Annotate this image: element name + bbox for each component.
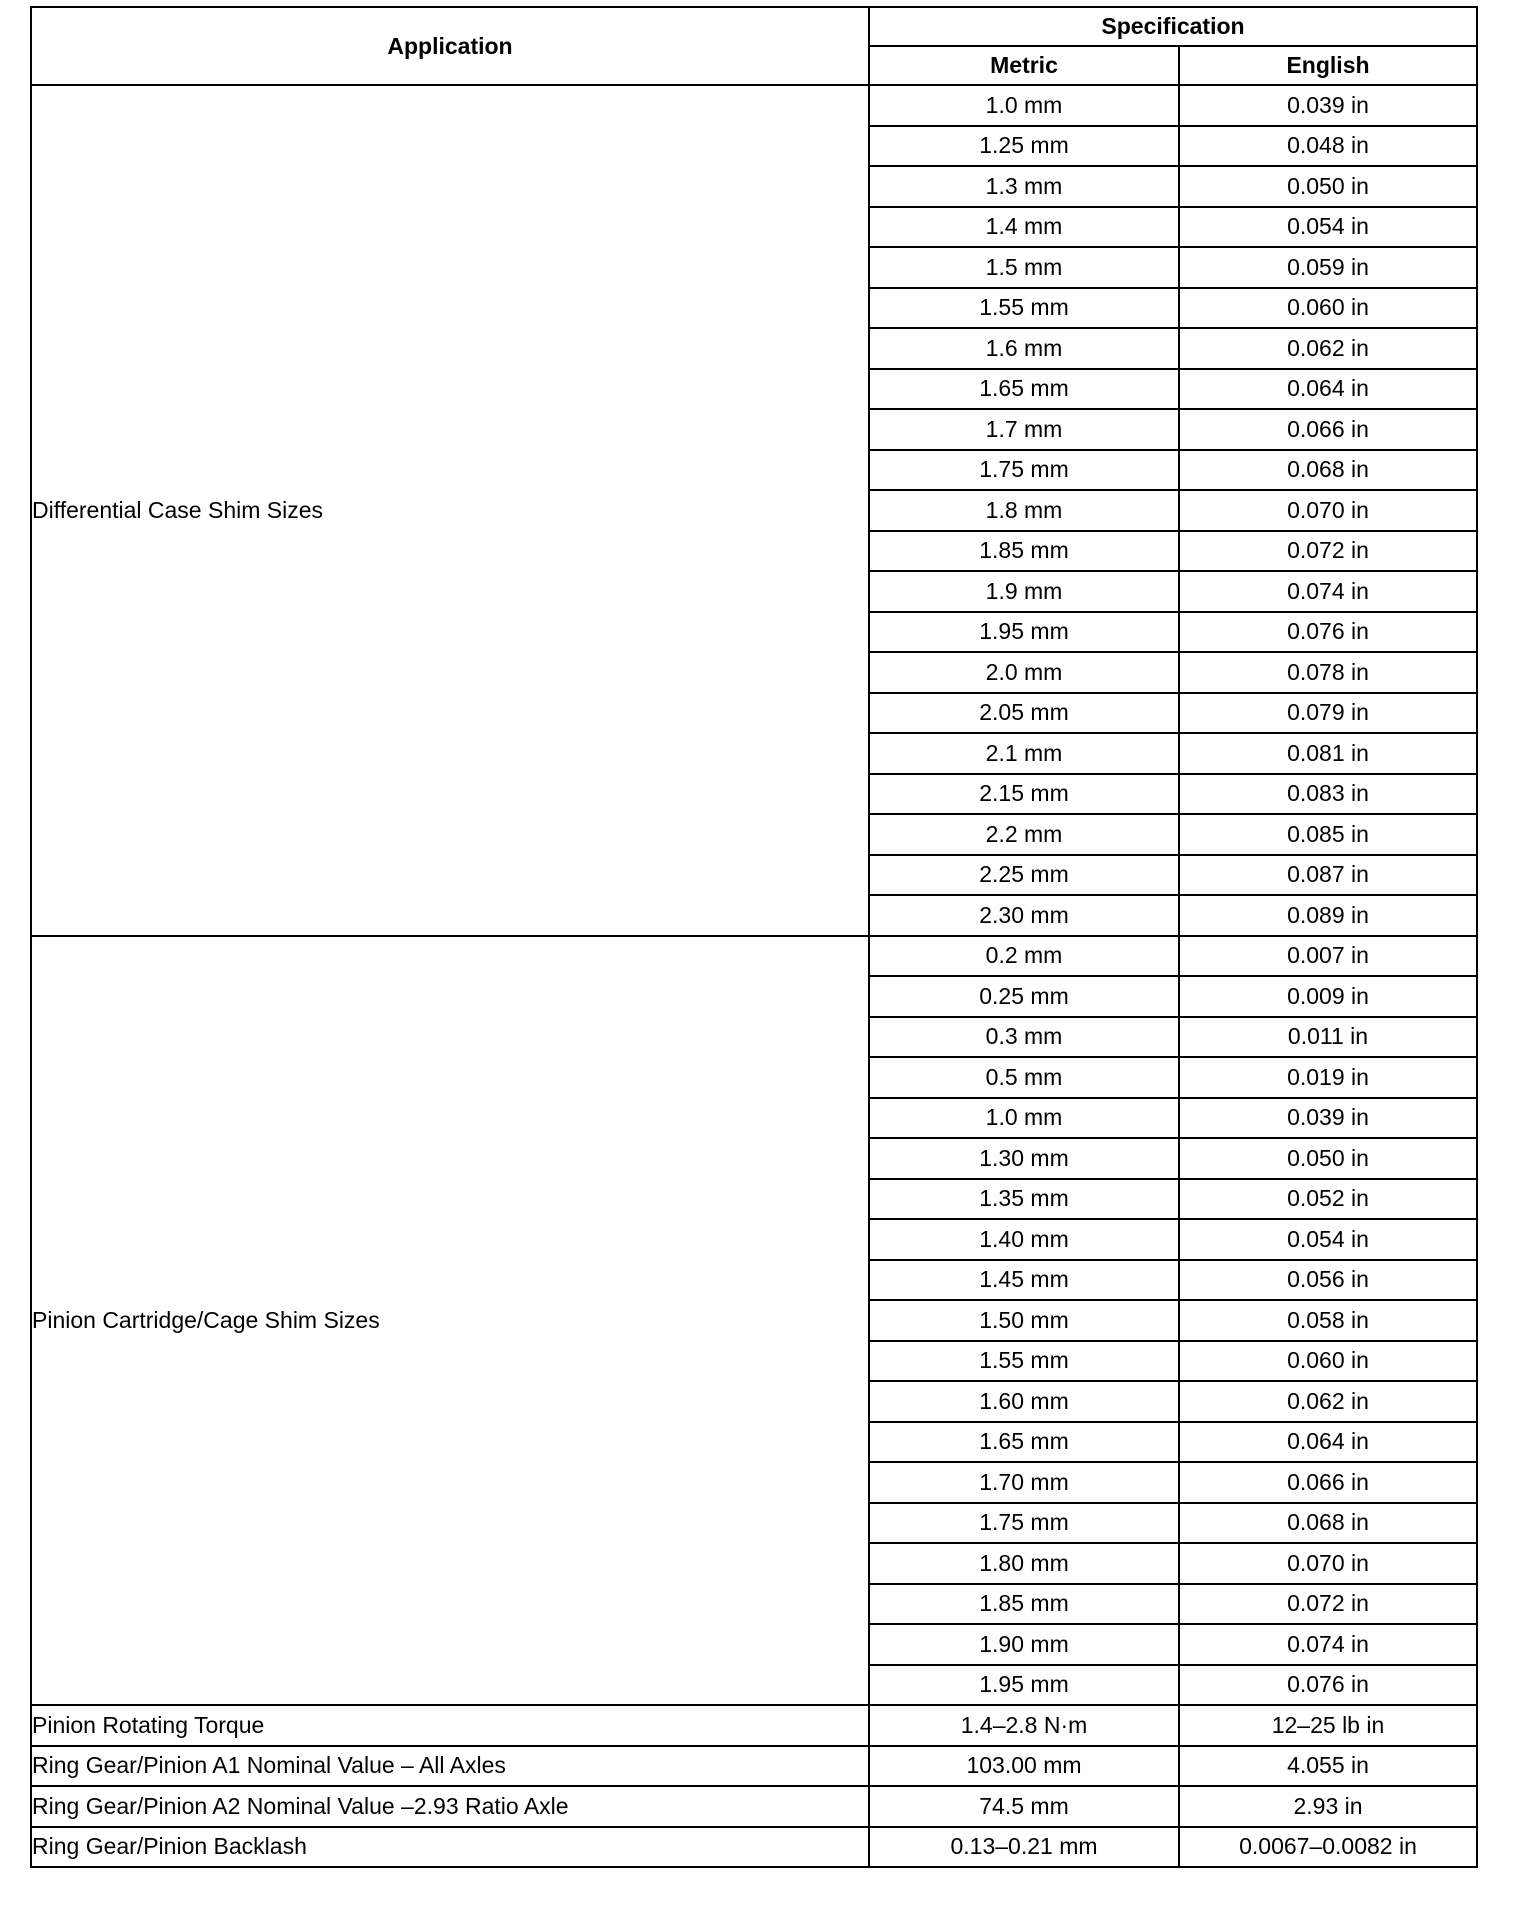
application-cell: Ring Gear/Pinion Backlash: [31, 1827, 869, 1868]
english-cell: 12–25 lb in: [1179, 1705, 1477, 1746]
english-cell: 0.068 in: [1179, 1503, 1477, 1544]
english-cell: 0.039 in: [1179, 1098, 1477, 1139]
spec-page: [30, 6, 1476, 1868]
metric-cell: 1.80 mm: [869, 1543, 1179, 1584]
metric-cell: 2.2 mm: [869, 814, 1179, 855]
metric-cell: 1.25 mm: [869, 126, 1179, 167]
english-cell: 0.064 in: [1179, 369, 1477, 410]
english-cell: 0.011 in: [1179, 1017, 1477, 1058]
metric-cell: 1.0 mm: [869, 85, 1179, 126]
metric-cell: 2.1 mm: [869, 733, 1179, 774]
english-cell: 0.060 in: [1179, 1341, 1477, 1382]
metric-cell: 1.50 mm: [869, 1300, 1179, 1341]
metric-cell: 1.4 mm: [869, 207, 1179, 248]
english-cell: 2.93 in: [1179, 1786, 1477, 1827]
metric-cell: 1.30 mm: [869, 1138, 1179, 1179]
metric-cell: 1.8 mm: [869, 490, 1179, 531]
table-row: [31, 85, 1477, 126]
application-column-header: Application: [31, 7, 869, 85]
english-cell: 0.078 in: [1179, 652, 1477, 693]
table-header: [31, 7, 1477, 85]
metric-cell: 1.75 mm: [869, 1503, 1179, 1544]
metric-cell: 1.55 mm: [869, 288, 1179, 329]
english-cell: 0.054 in: [1179, 1219, 1477, 1260]
metric-cell: 1.95 mm: [869, 1665, 1179, 1706]
english-cell: 0.087 in: [1179, 855, 1477, 896]
english-cell: 0.066 in: [1179, 1462, 1477, 1503]
metric-cell: 1.5 mm: [869, 247, 1179, 288]
specification-table: [30, 6, 1478, 1868]
english-cell: 0.081 in: [1179, 733, 1477, 774]
metric-cell: 1.6 mm: [869, 328, 1179, 369]
table-body: [31, 85, 1477, 1867]
metric-cell: 0.25 mm: [869, 976, 1179, 1017]
application-cell: Pinion Rotating Torque: [31, 1705, 869, 1746]
english-cell: 0.070 in: [1179, 490, 1477, 531]
english-cell: 0.054 in: [1179, 207, 1477, 248]
english-cell: 0.039 in: [1179, 85, 1477, 126]
metric-cell: 103.00 mm: [869, 1746, 1179, 1787]
english-cell: 0.074 in: [1179, 571, 1477, 612]
metric-cell: 1.70 mm: [869, 1462, 1179, 1503]
english-cell: 0.056 in: [1179, 1260, 1477, 1301]
metric-cell: 1.55 mm: [869, 1341, 1179, 1382]
metric-cell: 2.0 mm: [869, 652, 1179, 693]
metric-cell: 2.30 mm: [869, 895, 1179, 936]
application-cell: Ring Gear/Pinion A1 Nominal Value – All Axles: [31, 1746, 869, 1787]
metric-cell: 1.95 mm: [869, 612, 1179, 653]
specification-column-header: Specification: [869, 7, 1477, 46]
english-cell: 0.079 in: [1179, 693, 1477, 734]
metric-cell: 2.05 mm: [869, 693, 1179, 734]
english-cell: 0.076 in: [1179, 612, 1477, 653]
application-cell: Differential Case Shim Sizes: [31, 85, 869, 936]
metric-cell: 0.2 mm: [869, 936, 1179, 977]
table-row: [31, 936, 1477, 977]
english-cell: 0.050 in: [1179, 1138, 1477, 1179]
metric-cell: 1.4–2.8 N·m: [869, 1705, 1179, 1746]
english-cell: 0.009 in: [1179, 976, 1477, 1017]
metric-cell: 1.45 mm: [869, 1260, 1179, 1301]
english-cell: 0.062 in: [1179, 1381, 1477, 1422]
metric-cell: 1.85 mm: [869, 1584, 1179, 1625]
english-cell: 4.055 in: [1179, 1746, 1477, 1787]
metric-cell: 1.65 mm: [869, 1422, 1179, 1463]
metric-cell: 1.85 mm: [869, 531, 1179, 572]
metric-cell: 0.3 mm: [869, 1017, 1179, 1058]
table-row: [31, 1746, 1477, 1787]
metric-column-header: Metric: [869, 46, 1179, 85]
metric-cell: 1.9 mm: [869, 571, 1179, 612]
english-cell: 0.083 in: [1179, 774, 1477, 815]
table-row: [31, 1827, 1477, 1868]
metric-cell: 74.5 mm: [869, 1786, 1179, 1827]
english-cell: 0.074 in: [1179, 1624, 1477, 1665]
english-cell: 0.085 in: [1179, 814, 1477, 855]
metric-cell: 1.60 mm: [869, 1381, 1179, 1422]
metric-cell: 1.90 mm: [869, 1624, 1179, 1665]
english-cell: 0.068 in: [1179, 450, 1477, 491]
english-cell: 0.076 in: [1179, 1665, 1477, 1706]
english-cell: 0.059 in: [1179, 247, 1477, 288]
english-cell: 0.052 in: [1179, 1179, 1477, 1220]
metric-cell: 1.7 mm: [869, 409, 1179, 450]
application-cell: Ring Gear/Pinion A2 Nominal Value –2.93 Ratio Axle: [31, 1786, 869, 1827]
english-cell: 0.060 in: [1179, 288, 1477, 329]
table-row: [31, 1786, 1477, 1827]
english-cell: 0.064 in: [1179, 1422, 1477, 1463]
english-cell: 0.058 in: [1179, 1300, 1477, 1341]
table-row: [31, 1705, 1477, 1746]
metric-cell: 2.25 mm: [869, 855, 1179, 896]
metric-cell: 2.15 mm: [869, 774, 1179, 815]
metric-cell: 1.35 mm: [869, 1179, 1179, 1220]
metric-cell: 1.0 mm: [869, 1098, 1179, 1139]
english-cell: 0.019 in: [1179, 1057, 1477, 1098]
english-cell: 0.050 in: [1179, 166, 1477, 207]
english-cell: 0.066 in: [1179, 409, 1477, 450]
english-cell: 0.0067–0.0082 in: [1179, 1827, 1477, 1868]
metric-cell: 1.65 mm: [869, 369, 1179, 410]
application-cell: Pinion Cartridge/Cage Shim Sizes: [31, 936, 869, 1706]
english-cell: 0.072 in: [1179, 1584, 1477, 1625]
english-cell: 0.070 in: [1179, 1543, 1477, 1584]
english-cell: 0.089 in: [1179, 895, 1477, 936]
metric-cell: 1.40 mm: [869, 1219, 1179, 1260]
english-column-header: English: [1179, 46, 1477, 85]
metric-cell: 1.3 mm: [869, 166, 1179, 207]
english-cell: 0.072 in: [1179, 531, 1477, 572]
english-cell: 0.048 in: [1179, 126, 1477, 167]
english-cell: 0.062 in: [1179, 328, 1477, 369]
metric-cell: 1.75 mm: [869, 450, 1179, 491]
english-cell: 0.007 in: [1179, 936, 1477, 977]
metric-cell: 0.13–0.21 mm: [869, 1827, 1179, 1868]
metric-cell: 0.5 mm: [869, 1057, 1179, 1098]
